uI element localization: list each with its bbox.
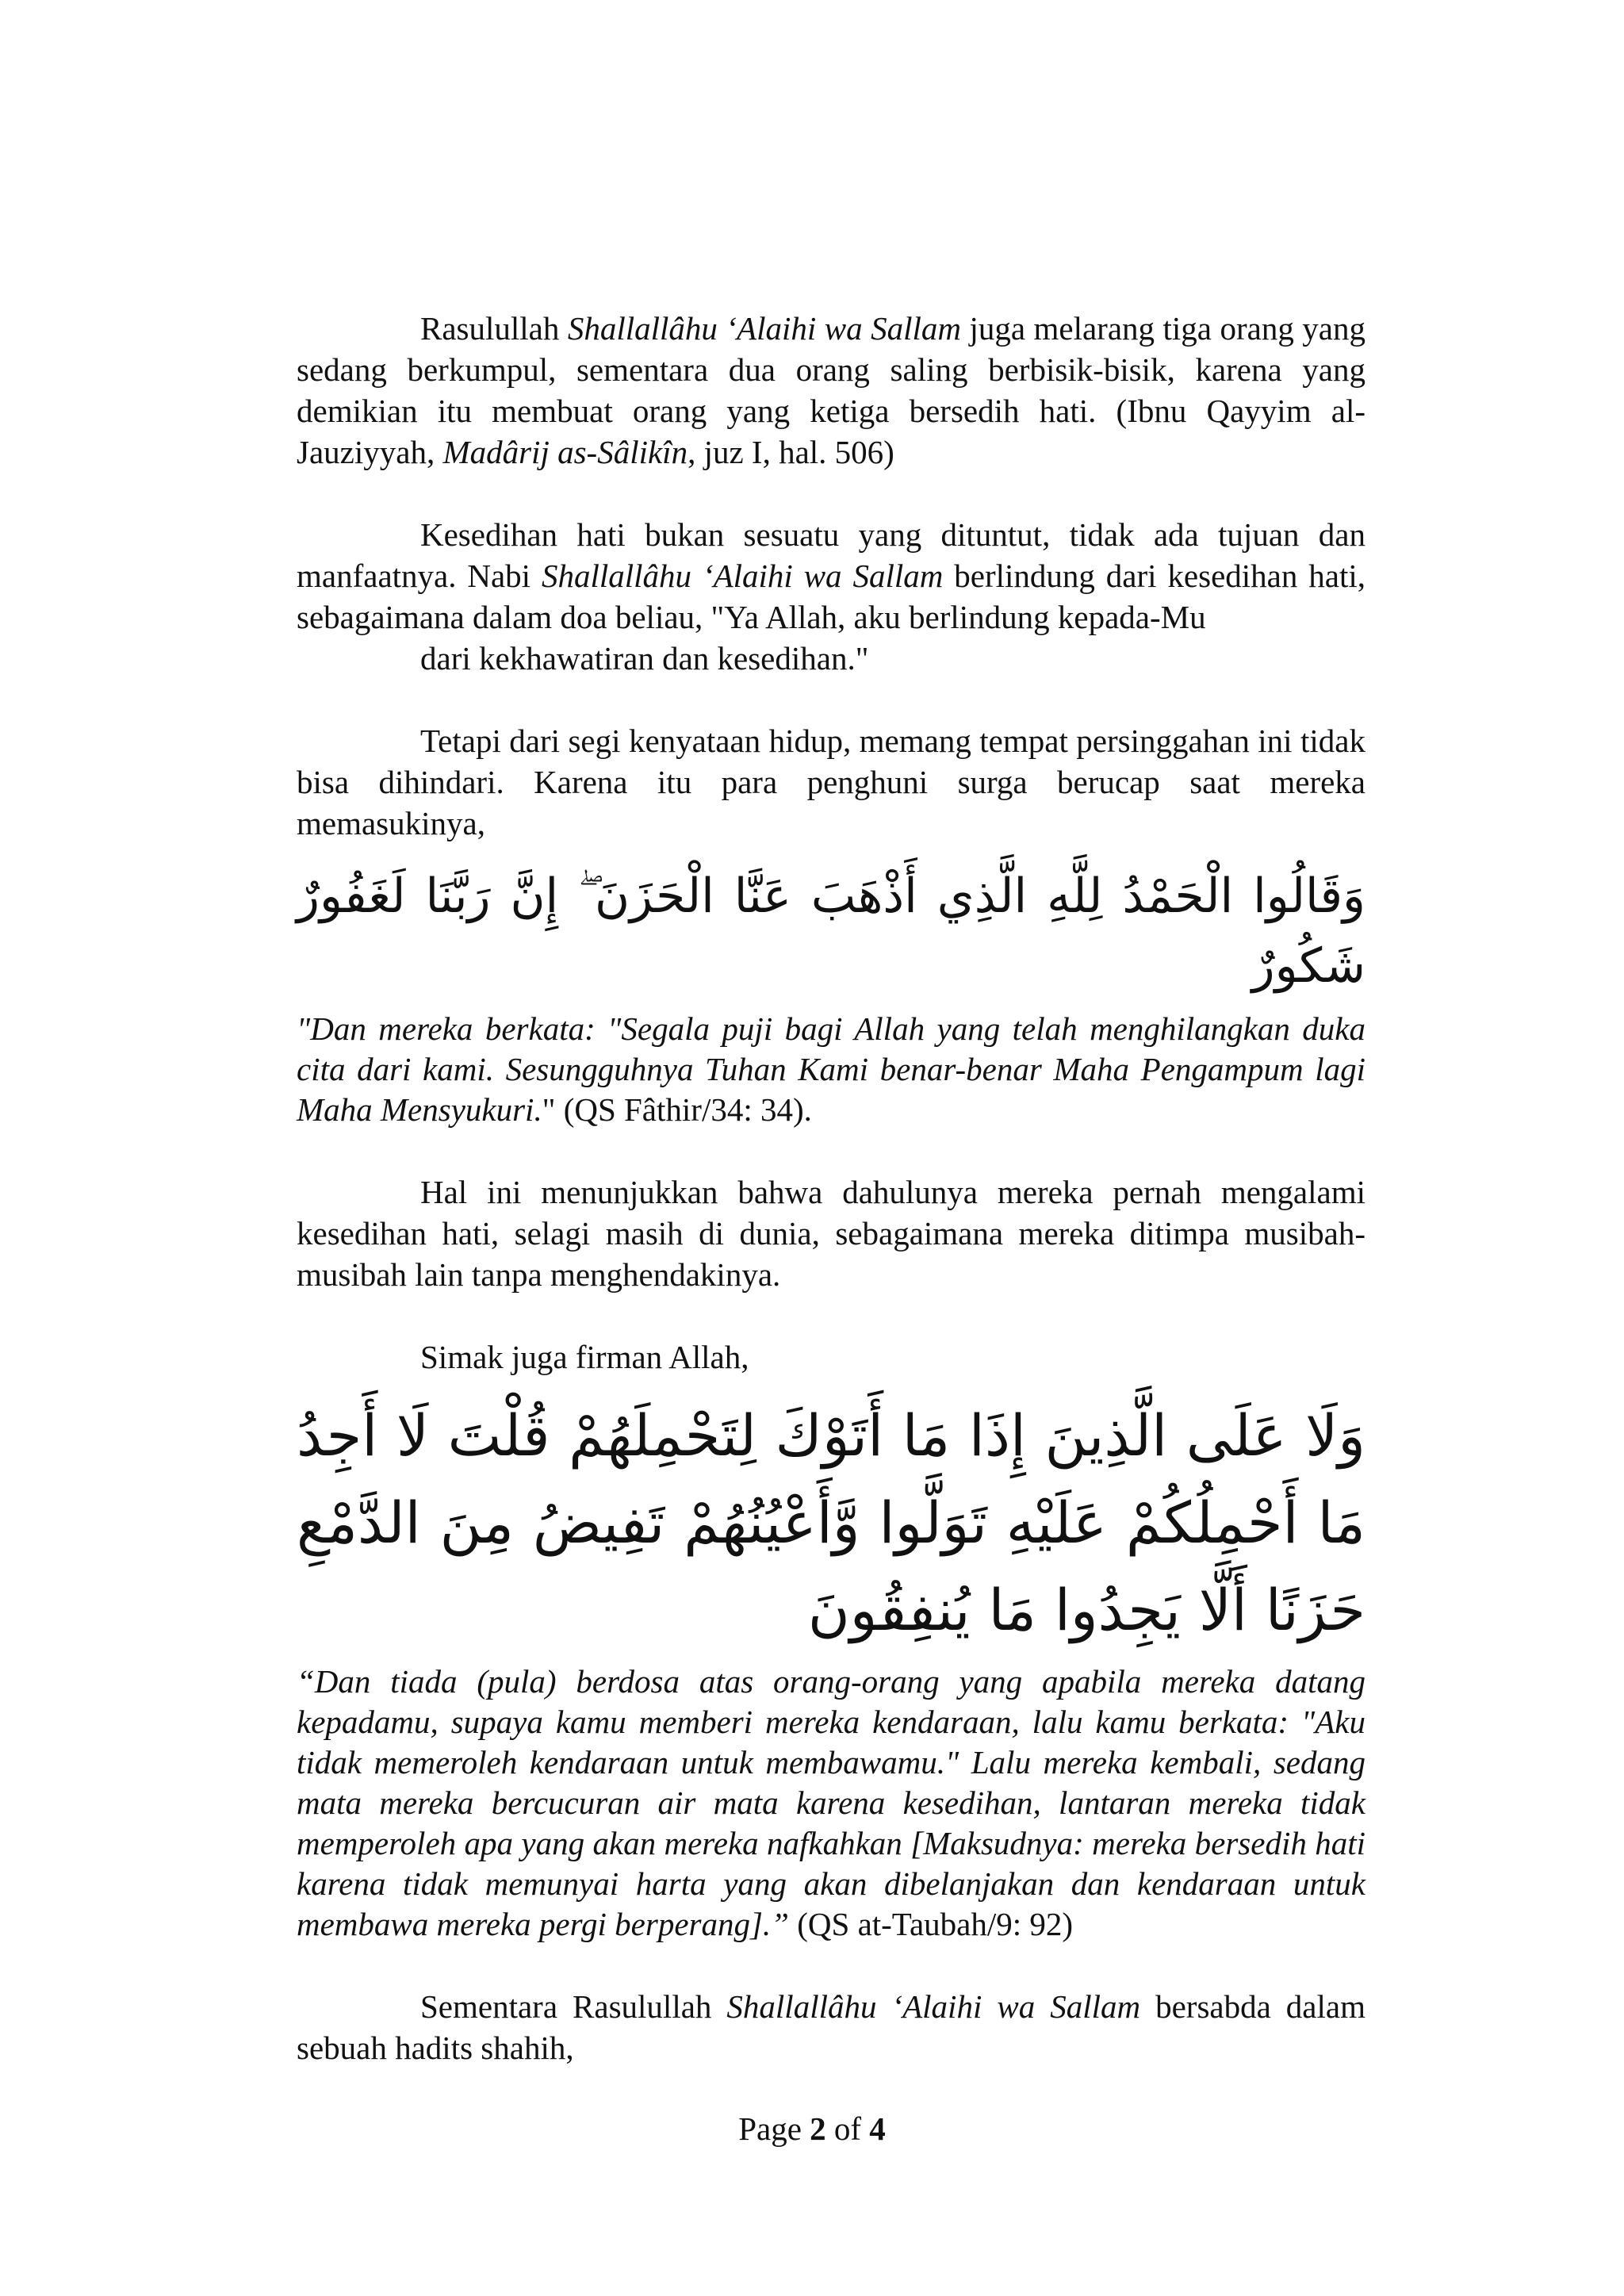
arabic-verse-taubah: وَلَا عَلَى الَّذِينَ إِذَا مَا أَتَوْكَ لِتَحْمِلَهُمْ قُلْتَ لَا أَجِدُ مَا أَحْمِلُكُمْ عَلَيْهِ تَوَلَّوا وَّأَعْيُنُهُمْ تَفِيضُ مِنَ الدَّمْعِ حَزَنًا أَلَّا يَجِدُوا مَا يُنفِقُونَ [297,1402,1365,1643]
translation-fathir: "Dan mereka berkata: "Segala puji bagi Allah yang telah menghilangkan duka cita dari kami. Sesungguhnya Tuhan Kami benar-benar Maha Pengampum lagi Maha Mensyukuri." (QS Fâthir/34: 34). [297,1010,1365,1128]
paragraph-1: Rasulullah Shallallâhu ‘Alaihi wa Sallam juga melarang tiga orang yang sedang berkumpul, sementara dua orang saling berbisik-bisik, karena yang demikian itu membuat orang yang ketiga bersedih hati. (Ibnu Qayyim al-Jauziyyah, Madârij as-Sâlikîn, juz I, hal. 506) [297,310,1365,470]
current-page-number: 2 [810,2110,826,2147]
honorific-italic: Shallallâhu ‘Alaihi wa Sallam [567,310,961,347]
page-number-footer: Page 2 of 4 [738,2110,886,2147]
paragraph-4: Hal ini menunjukkan bahwa dahulunya mereka pernah mengalami kesedihan hati, selagi masih di dunia, sebagaimana mereka ditimpa musibah-musibah lain tanpa menghendakinya. [297,1174,1365,1293]
total-page-count: 4 [869,2110,886,2147]
paragraph-2: Kesedihan hati bukan sesuatu yang dituntut, tidak ada tujuan dan manfaatnya. Nabi Shallallâhu ‘Alaihi wa Sallam berlindung dari kesedihan hati, sebagaimana dalam doa beliau, "Ya Allah, aku berlindung kepada-Mu dari kekhawatiran dan kesedihan." [297,516,1365,677]
paragraph-3: Tetapi dari segi kenyataan hidup, memang tempat persinggahan ini tidak bisa dihindari. Karena itu para penghuni surga berucap saat mereka memasukinya, [297,723,1365,841]
translation-taubah: “Dan tiada (pula) berdosa atas orang-orang yang apabila mereka datang kepadamu, supaya kamu memberi mereka kendaraan, lalu kamu berkata: "Aku tidak memeroleh kendaraan untuk membawamu." Lalu mereka kembali, sedang mata mereka bercucuran air mata karena kesedihan, lantaran mereka tidak memperoleh apa yang akan mereka nafkahkan [Maksudnya: mereka bersedih hati karena tidak memunyai harta yang akan dibelanjakan dan kendaraan untuk membawa mereka pergi berperang].” (QS at-Taubah/9: 92) [297,1663,1365,1942]
paragraph-6: Sementara Rasulullah Shallallâhu ‘Alaihi wa Sallam bersabda dalam sebuah hadits shahih, [297,1988,1365,2066]
page-content [297,308,1365,2068]
book-title-italic: Madârij as-Sâlikîn [442,434,688,470]
honorific-italic: Shallallâhu ‘Alaihi wa Sallam [726,1988,1141,2025]
honorific-italic: Shallallâhu ‘Alaihi wa Sallam [541,558,944,594]
arabic-verse-fathir: وَقَالُوا الْحَمْدُ لِلَّهِ الَّذِي أَذْهَبَ عَنَّا الْحَزَنَ ۖ إِنَّ رَبَّنَا لَغَفُورٌ شَكُورٌ [297,868,1365,994]
paragraph-5: Simak juga firman Allah, [420,1339,749,1375]
